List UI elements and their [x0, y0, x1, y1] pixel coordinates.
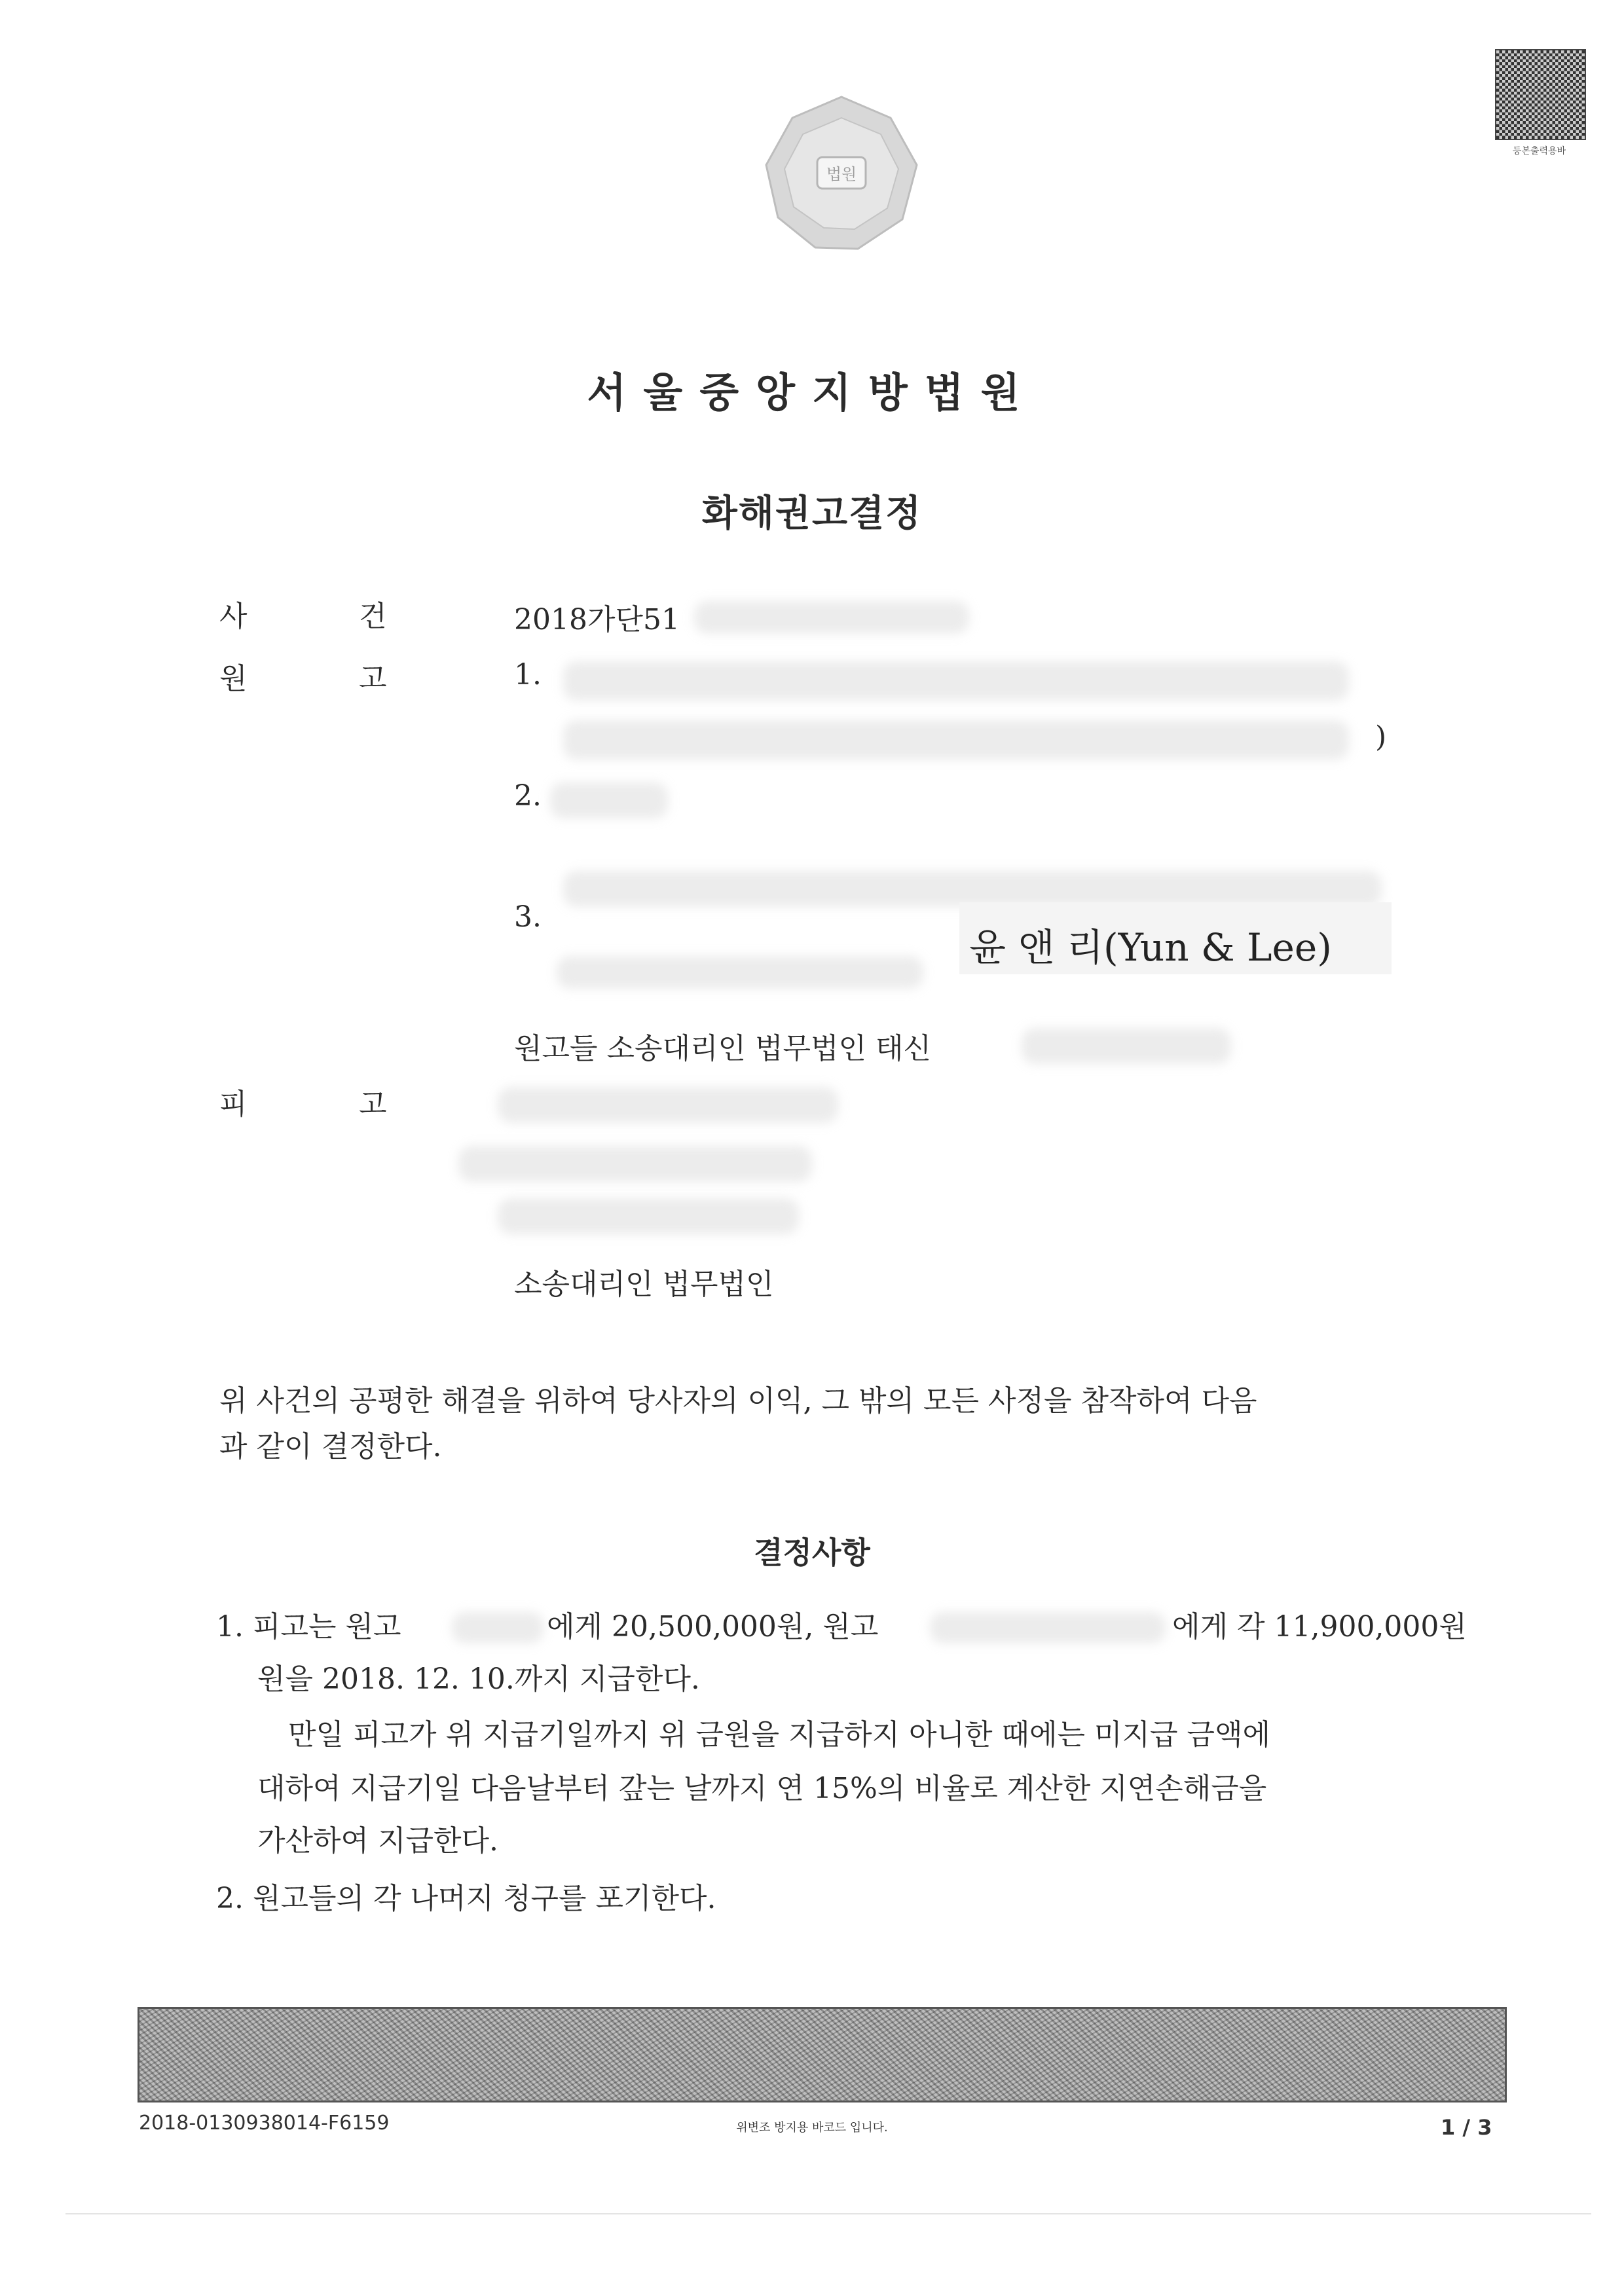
law-firm-stamp-text: 윤 앤 리(Yun & Lee) [969, 925, 1332, 970]
qr-caption: 등본출력용바 [1512, 146, 1566, 156]
emblem-label: 법원 [826, 165, 857, 183]
item-1-paragraph-1: 만일 피고가 위 지급기일까지 위 금원을 지급하지 아니한 때에는 미지급 금액에 [288, 1718, 1270, 1752]
case-number: 2018가단51 [514, 603, 680, 636]
item-1-line-2: 원을 2018. 12. 10.까지 지급한다. [257, 1662, 700, 1696]
defendant-label-2: 고 [359, 1088, 387, 1121]
redacted-defendant-rep [498, 1198, 799, 1234]
plaintiff-label-1: 원 [219, 662, 248, 695]
plaintiff-3-number: 3. [514, 900, 542, 934]
court-emblem-icon [760, 92, 923, 255]
page-number: 1 / 3 [1441, 2115, 1492, 2140]
redacted-plaintiff-1 [563, 661, 1349, 701]
court-name: 서울중앙지방법원 [587, 369, 1037, 416]
redacted-plaintiff-3-address [557, 956, 923, 989]
barcode-notice: 위변조 방지용 바코드 입니다. [736, 2121, 888, 2135]
item-1-paragraph-2: 대하여 지급기일 다음날부터 갚는 날까지 연 15%의 비율로 계산한 지연손해금을 [257, 1772, 1267, 1805]
item-2: 2. 원고들의 각 나머지 청구를 포기한다. [216, 1882, 716, 1915]
redacted-case-suffix [694, 601, 969, 634]
plaintiff-1-paren: ) [1375, 720, 1387, 754]
document-code: 2018-0130938014-F6159 [139, 2112, 390, 2135]
intro-line-2: 과 같이 결정한다. [219, 1430, 442, 1463]
item-1-part-c: 에게 각 11,900,000원 [1172, 1610, 1467, 1643]
redacted-defendant-address [458, 1146, 812, 1182]
redacted-item-1-name-b [930, 1612, 1166, 1643]
document-title: 화해권고결정 [701, 492, 923, 535]
plaintiff-1-number: 1. [514, 658, 542, 691]
defendant-counsel: 소송대리인 법무법인 [514, 1268, 774, 1301]
redacted-plaintiff-2 [550, 782, 668, 818]
redacted-plaintiff-counsel [1022, 1028, 1231, 1064]
qr-code-icon [1495, 49, 1586, 140]
plaintiff-label-2: 고 [359, 662, 387, 695]
item-1-paragraph-3: 가산하여 지급한다. [257, 1824, 499, 1858]
qr-code [1495, 49, 1587, 160]
case-label-1: 사 [219, 600, 248, 633]
bottom-divider [65, 2213, 1591, 2214]
redacted-defendant-name [498, 1087, 838, 1123]
redacted-item-1-name-a [452, 1612, 544, 1643]
plaintiff-counsel: 원고들 소송대리인 법무법인 태신 [514, 1032, 932, 1065]
redacted-plaintiff-3 [563, 871, 1382, 907]
intro-line-1: 위 사건의 공평한 해결을 위하여 당사자의 이익, 그 밖의 모든 사정을 참작하여 다음 [219, 1384, 1257, 1418]
anti-forgery-barcode [138, 2007, 1507, 2102]
plaintiff-2-number: 2. [514, 779, 542, 813]
defendant-label-1: 피 [219, 1088, 248, 1121]
item-1-part-b: 에게 20,500,000원, 원고 [547, 1610, 879, 1643]
item-1-part-a: 1. 피고는 원고 [216, 1610, 401, 1643]
decision-title: 결정사항 [754, 1535, 870, 1570]
case-label-2: 건 [359, 600, 387, 633]
redacted-plaintiff-1-address [563, 720, 1349, 760]
